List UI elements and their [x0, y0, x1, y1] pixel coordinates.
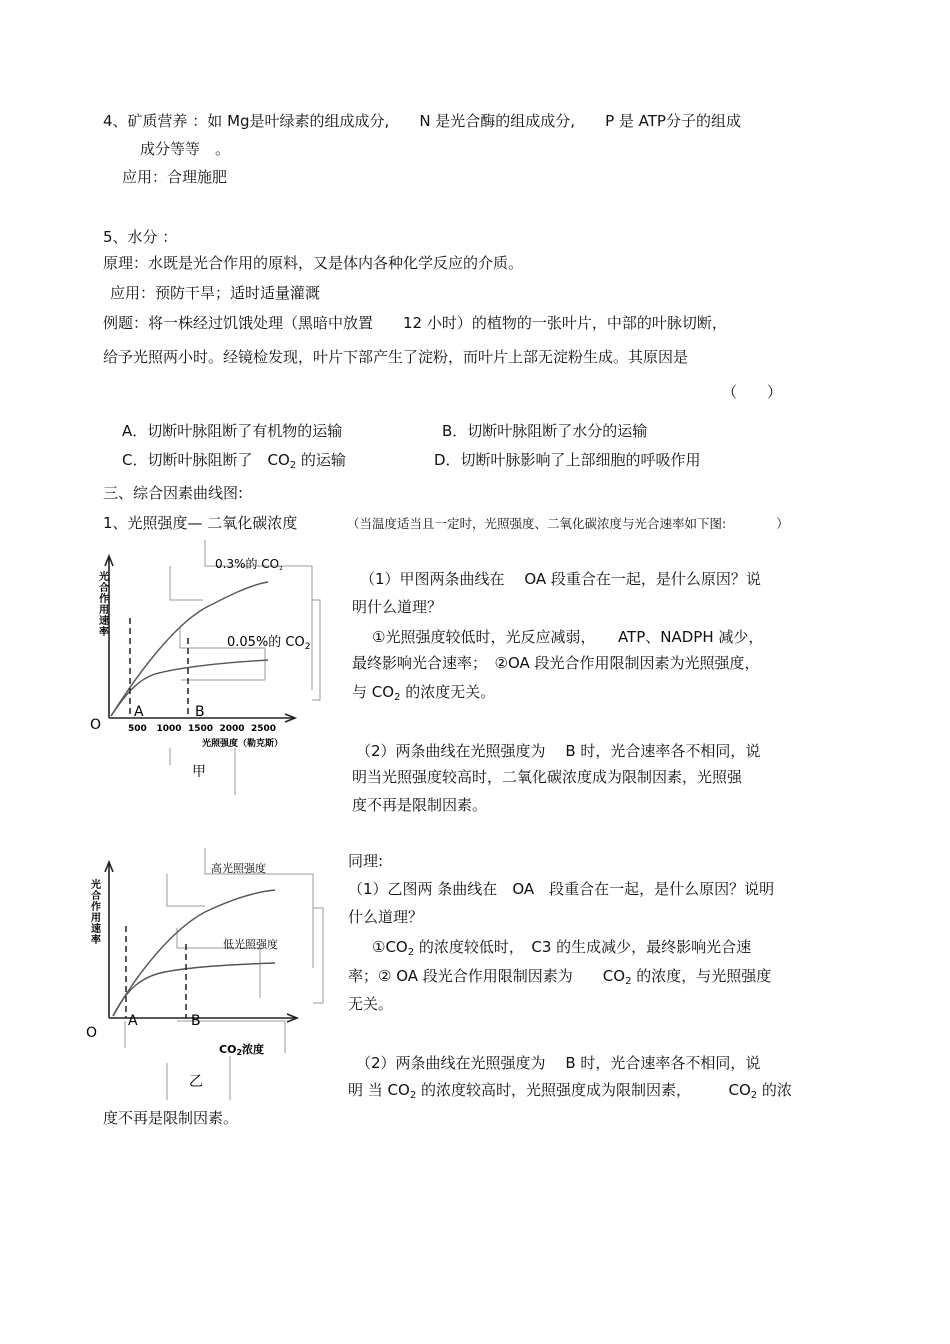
x-axis-label: CO2浓度: [219, 1043, 265, 1057]
yi-q2-line1: （2）两条曲线在光照强度为 B 时，光合速率各不相同，说: [356, 1054, 761, 1072]
jia-a1-line3: 与 $CO_2$ 的浓度无关。: [352, 683, 496, 703]
x-tick-1500: 1500: [188, 724, 214, 734]
yi-q2-line3: 度不再是限制因素。: [103, 1109, 239, 1127]
section5-title: 5、水分 ：: [103, 228, 178, 246]
series-label-low: 低光照强度: [223, 938, 278, 951]
option-c: C．切断叶脉阻断了 $CO_2$ 的运输: [122, 451, 346, 471]
example-line1: 例题：将一株经过饥饿处理（黑暗中放置 12 小时）的植物的一张叶片，中部的叶脉切断，: [103, 314, 727, 332]
x-tick-500: 500: [128, 724, 147, 734]
yi-q1-line2: 什么道理？: [348, 908, 424, 926]
jia-q1-line2: 明什么道理？: [352, 598, 443, 616]
option-d: D．切断叶脉影响了上部细胞的呼吸作用: [434, 451, 701, 469]
yi-q2-line2: 明 当 $CO_2$ 的浓度较高时，光照强度成为限制因素， $CO_2$ 的浓: [348, 1081, 792, 1101]
answer-bracket: （ ）: [722, 383, 783, 401]
origin-label: O: [90, 717, 102, 733]
marker-b-label: B: [195, 704, 205, 720]
marker-a-label: A: [128, 1013, 138, 1029]
yi-a1-line3: 无关。: [348, 995, 394, 1013]
series-label-high: 高光照强度: [211, 862, 266, 875]
yi-a1-line2: 率；② OA 段光合作用限制因素为 $CO_2$ 的浓度，与光照强度: [348, 967, 772, 987]
curve-low-light: [113, 963, 275, 1016]
section5-principle: 原理：水既是光合作用的原料，又是体内各种化学反应的介质。: [103, 254, 524, 272]
y-label-5: 速: [91, 924, 101, 935]
y-label-6: 率: [91, 935, 101, 946]
jia-a1-line2: 最终影响光合速率； ②OA 段光合作用限制因素为光照强度，: [352, 654, 760, 672]
series-label-low: 0.05%的 $CO_2$: [227, 635, 311, 652]
chart-title: 乙: [189, 1074, 203, 1090]
subsection1-note: （当温度适当且一定时，光照强度、二氧化碳浓度与光合速率如下图: ）: [347, 516, 789, 531]
x-tick-2000: 2000: [219, 724, 245, 734]
chart-title: 甲: [192, 764, 206, 780]
y-label-2: 合: [99, 583, 109, 594]
y-label-5: 速: [99, 616, 109, 627]
section5-application: 应用：预防干旱；适时适量灌溉: [110, 284, 321, 302]
jia-q2-line1: （2）两条曲线在光照强度为 B 时，光合速率各不相同，说: [356, 742, 761, 760]
jia-q1-line1: （1）甲图两条曲线在 OA 段重合在一起，是什么原因？说: [360, 570, 761, 588]
section4-line2: 成分等等 。: [140, 140, 231, 158]
y-label-1: 光: [99, 572, 109, 583]
option-b: B．切断叶脉阻断了水分的运输: [442, 422, 648, 440]
y-label-3: 作: [91, 902, 101, 913]
marker-a-label: A: [134, 704, 144, 720]
section4-line1: 4、矿质营养 ：如 Mg是叶绿素的组成成分, N 是光合酶的组成成分, P 是 ATP分子的组成: [103, 112, 741, 130]
x-tick-2500: 2500: [251, 724, 277, 734]
jia-a1-line1: ①光照强度较低时，光反应减弱， ATP、NADPH 减少，: [372, 628, 764, 646]
section3-title: 三、综合因素曲线图:: [103, 484, 244, 502]
origin-label: O: [86, 1025, 98, 1041]
y-label-3: 作: [99, 594, 109, 605]
x-tick-1000: 1000: [156, 724, 182, 734]
chart-jia: [85, 540, 335, 795]
y-label-1: 光: [91, 880, 101, 891]
curve-high-light: [113, 890, 275, 1016]
y-label-2: 合: [91, 891, 101, 902]
series-label-high: 0.3%的 CO₂: [215, 557, 283, 573]
y-label-4: 用: [91, 913, 101, 924]
x-tick-labels: [128, 724, 276, 734]
jia-q2-line2: 明当光照强度较高时，二氧化碳浓度成为限制因素，光照强: [352, 768, 743, 786]
jia-q2-line3: 度不再是限制因素。: [352, 796, 488, 814]
section4-application: 应用：合理施肥: [122, 168, 228, 186]
yi-a1-line1: $①CO_2$ 的浓度较低时， C3 的生成减少，最终影响光合速: [372, 938, 752, 958]
yi-tongli: 同理:: [348, 852, 384, 870]
yi-q1-line1: （1）乙图两 条曲线在 OA 段重合在一起，是什么原因？说明: [348, 880, 775, 898]
example-line2: 给予光照两小时。经镜检发现，叶片下部产生了淀粉，而叶片上部无淀粉生成。其原因是: [103, 348, 689, 366]
option-a: A．切断叶脉阻断了有机物的运输: [122, 422, 343, 440]
subsection1-title: 1、光照强度— 二氧化碳浓度: [103, 514, 298, 532]
y-label-4: 用: [99, 605, 109, 616]
y-label-6: 率: [99, 627, 109, 638]
chart-yi: [85, 848, 335, 1103]
x-axis-label: 光照强度（勒克斯）: [202, 739, 284, 749]
marker-b-label: B: [191, 1013, 201, 1029]
